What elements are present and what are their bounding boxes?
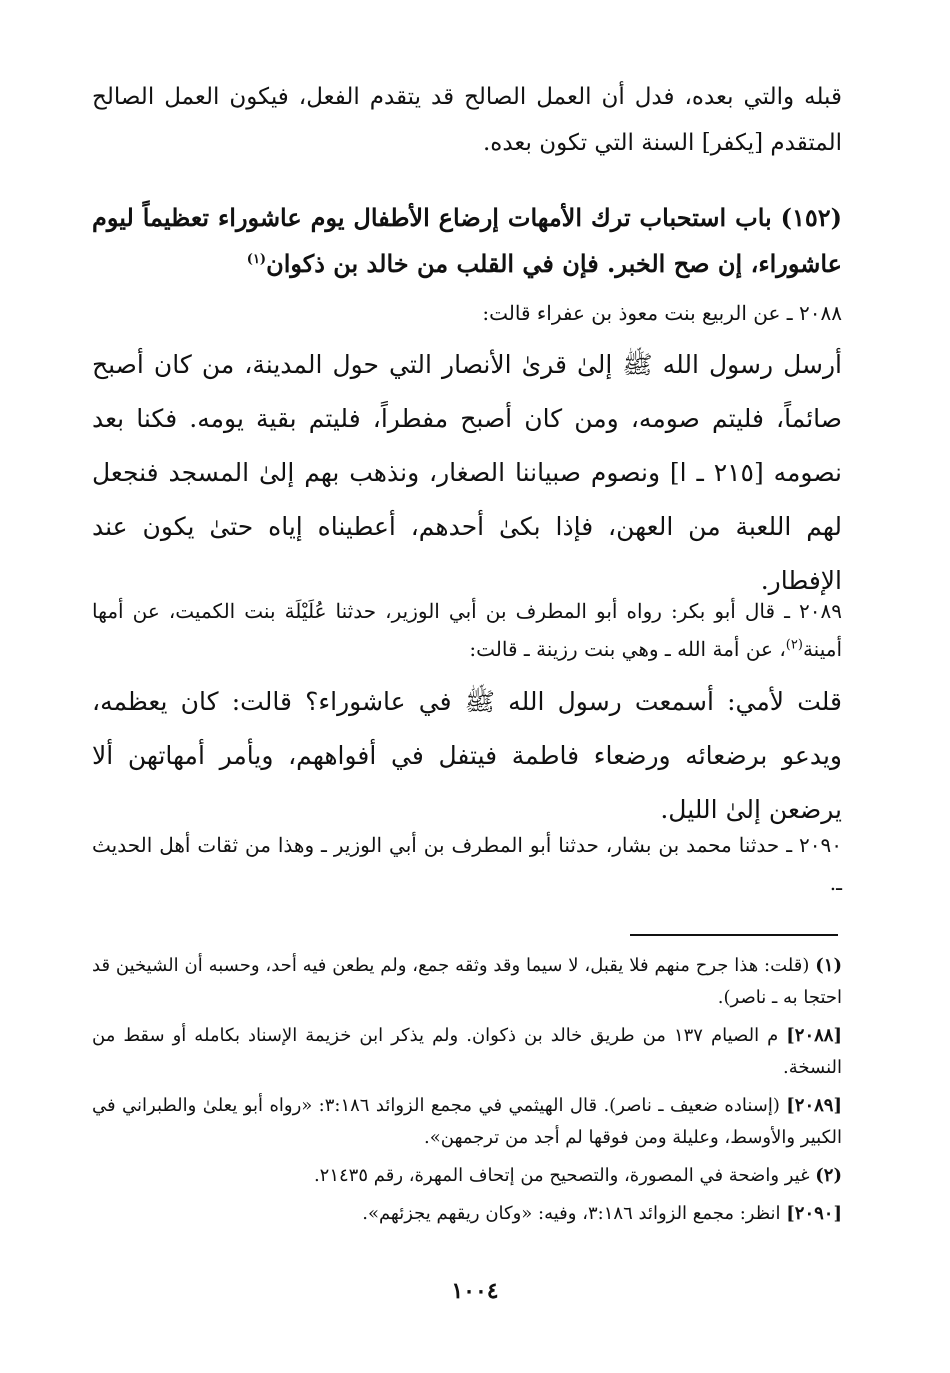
- hadith-2089-isnad-b: ، عن أمة الله ـ وهي بنت رزينة ـ قالت:: [469, 637, 786, 661]
- footnote-text: (قلت: هذا جرح منهم فلا يقبل، لا سيما وقد وثقه جمع، ولم يطعن فيه أحد، وحسبه أن الشيخين قد احتجا به ـ ناصر).: [92, 955, 842, 1008]
- hadith-2089-number-line: [92, 592, 842, 668]
- hadith-2088-number-line: [92, 294, 842, 332]
- chapter-heading: [92, 195, 842, 287]
- footnote-item: [92, 1020, 842, 1084]
- footnote-tag: (٢): [815, 1165, 842, 1186]
- footnote-text: (إسناده ضعيف ـ ناصر). قال الهيثمي في مجمع الزوائد ٣:١٨٦: «رواه أبو يعلىٰ والطبراني في الكبير والأوسط، وعليلة ومن فوقها لم أجد من ترجمهن».: [92, 1095, 842, 1148]
- hadith-2088-isnad: ٢٠٨٨ ـ عن الربيع بنت معوذ بن عفراء قالت:: [482, 301, 842, 325]
- footnote-text: انظر: مجمع الزوائد ٣:١٨٦، وفيه: «وكان ريقهم يجزئهم».: [362, 1203, 781, 1224]
- hadith-2088-body: [92, 338, 842, 608]
- footnote-item: [92, 1090, 842, 1154]
- hadith-2088-text: أرسل رسول الله ﷺ إلىٰ قرىٰ الأنصار التي حول المدينة، من كان أصبح صائماً، فليتم صومه، ومن كان أصبح مفطراً، فليتم بقية يومه. فكنا بعد نصومه [٢١٥ ـ ا] ونصوم صبياننا الصغار، ونذهب بهم إلىٰ المسجد فنجعل لهم اللعبة من العهن، فإذا بكىٰ أحدهم، أعطيناه إياه حتىٰ يكون عند الإفطار.: [92, 350, 842, 595]
- intro-paragraph: [92, 74, 842, 166]
- footnotes-section: [92, 950, 842, 1236]
- hadith-2089-isnad-a: ٢٠٨٩ ـ قال أبو بكر: رواه أبو المطرف بن أبي الوزير، حدثنا عُلَيْلَة بنت الكميت، عن أمها أمينة: [92, 599, 842, 661]
- chapter-heading-text: (١٥٢) باب استحباب ترك الأمهات إرضاع الأطفال يوم عاشوراء تعظيماً ليوم عاشوراء، إن صح الخبر. فإن في القلب من خالد بن ذكوان: [92, 203, 842, 278]
- footnote-divider: [630, 934, 838, 936]
- footnote-item: [92, 1160, 842, 1192]
- footnote-tag: [٢٠٨٨]: [786, 1025, 842, 1046]
- hadith-2090-isnad: ٢٠٩٠ ـ حدثنا محمد بن بشار، حدثنا أبو المطرف بن أبي الوزير ـ وهذا من ثقات أهل الحديث ـ.: [92, 833, 842, 895]
- footnote-tag: [٢٠٨٩]: [786, 1095, 842, 1116]
- hadith-2090-number-line: [92, 826, 842, 902]
- footnote-tag: (١): [815, 955, 842, 976]
- hadith-2089-body: [92, 675, 842, 837]
- footnote-ref-1: (١): [246, 252, 267, 267]
- footnote-tag: [٢٠٩٠]: [786, 1203, 842, 1224]
- intro-text: قبله والتي بعده، فدل أن العمل الصالح قد يتقدم الفعل، فيكون العمل الصالح المتقدم [يكفر] السنة التي تكون بعده.: [92, 84, 842, 156]
- page-number: ١٠٠٤: [451, 1278, 499, 1304]
- footnote-item: [92, 950, 842, 1014]
- hadith-2089-text: قلت لأمي: أسمعت رسول الله ﷺ في عاشوراء؟ قالت: كان يعظمه، ويدعو برضعائه ورضعاء فاطمة فيتفل في أفواههم، ويأمر أمهاتهن ألا يرضعن إلىٰ الليل.: [92, 687, 842, 824]
- footnote-item: [92, 1198, 842, 1230]
- footnote-text: غير واضحة في المصورة، والتصحيح من إتحاف المهرة، رقم ٢١٤٣٥.: [313, 1165, 810, 1186]
- footnote-text: م الصيام ١٣٧ من طريق خالد بن ذكوان. ولم يذكر ابن خزيمة الإسناد بكامله أو سقط من النسخة.: [92, 1025, 842, 1078]
- footnote-ref-2: (٢): [785, 637, 803, 653]
